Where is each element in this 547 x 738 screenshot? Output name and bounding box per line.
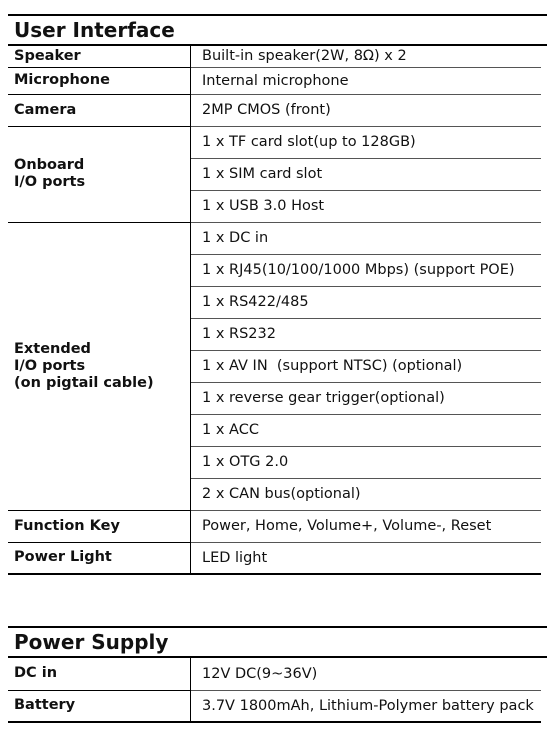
spec-value-dc-in-port: 1 x DC in [191,222,542,254]
table-row [8,690,541,722]
user-interface-table [8,46,541,575]
table-row [8,222,541,254]
spec-value-rj45: 1 x RJ45(10/100/1000 Mbps) (support POE) [191,254,542,286]
spec-value-otg: 1 x OTG 2.0 [191,446,542,478]
power-supply-table [8,658,541,723]
spec-value-av-in: 1 x AV IN (support NTSC) (optional) [191,350,542,382]
spec-value-tf-card: 1 x TF card slot(up to 128GB) [191,126,542,158]
spec-value-acc: 1 x ACC [191,414,542,446]
table-row [8,542,541,574]
spec-value-camera: 2MP CMOS (front) [191,94,542,126]
spec-value-sim-card: 1 x SIM card slot [191,158,542,190]
table-row [8,126,541,158]
onboard-io-label-text: Onboard I/O ports [14,157,86,190]
spec-label-battery: Battery [8,690,191,722]
spec-label-speaker: Speaker [8,46,191,67]
spec-label-power-light: Power Light [8,542,191,574]
spec-value-battery: 3.7V 1800mAh, Lithium-Polymer battery pack [191,690,542,722]
table-row [8,94,541,126]
spec-value-dc-in: 12V DC(9~36V) [191,658,542,690]
spec-value-usb-host: 1 x USB 3.0 Host [191,190,542,222]
spec-label-onboard-io [8,126,191,222]
spec-label-extended-io [8,222,191,510]
spec-label-dc-in: DC in [8,658,191,690]
spec-label-microphone: Microphone [8,67,191,94]
spec-value-microphone: Internal microphone [191,67,542,94]
spec-value-rs232: 1 x RS232 [191,318,542,350]
spec-value-speaker: Built-in speaker(2W, 8Ω) x 2 [191,46,542,67]
spec-value-rs422-485: 1 x RS422/485 [191,286,542,318]
table-row [8,510,541,542]
spec-value-reverse-gear: 1 x reverse gear trigger(optional) [191,382,542,414]
spec-value-power-light: LED light [191,542,542,574]
spec-label-function-key: Function Key [8,510,191,542]
table-row [8,658,541,690]
table-row [8,67,541,94]
table-row [8,46,541,67]
power-supply-title: Power Supply [8,626,547,658]
extended-io-label-text: Extended I/O ports (on pigtail cable) [14,340,154,391]
spec-label-camera: Camera [8,94,191,126]
spec-value-function-key: Power, Home, Volume+, Volume-, Reset [191,510,542,542]
spec-value-can-bus: 2 x CAN bus(optional) [191,478,542,510]
user-interface-title: User Interface [8,14,547,46]
